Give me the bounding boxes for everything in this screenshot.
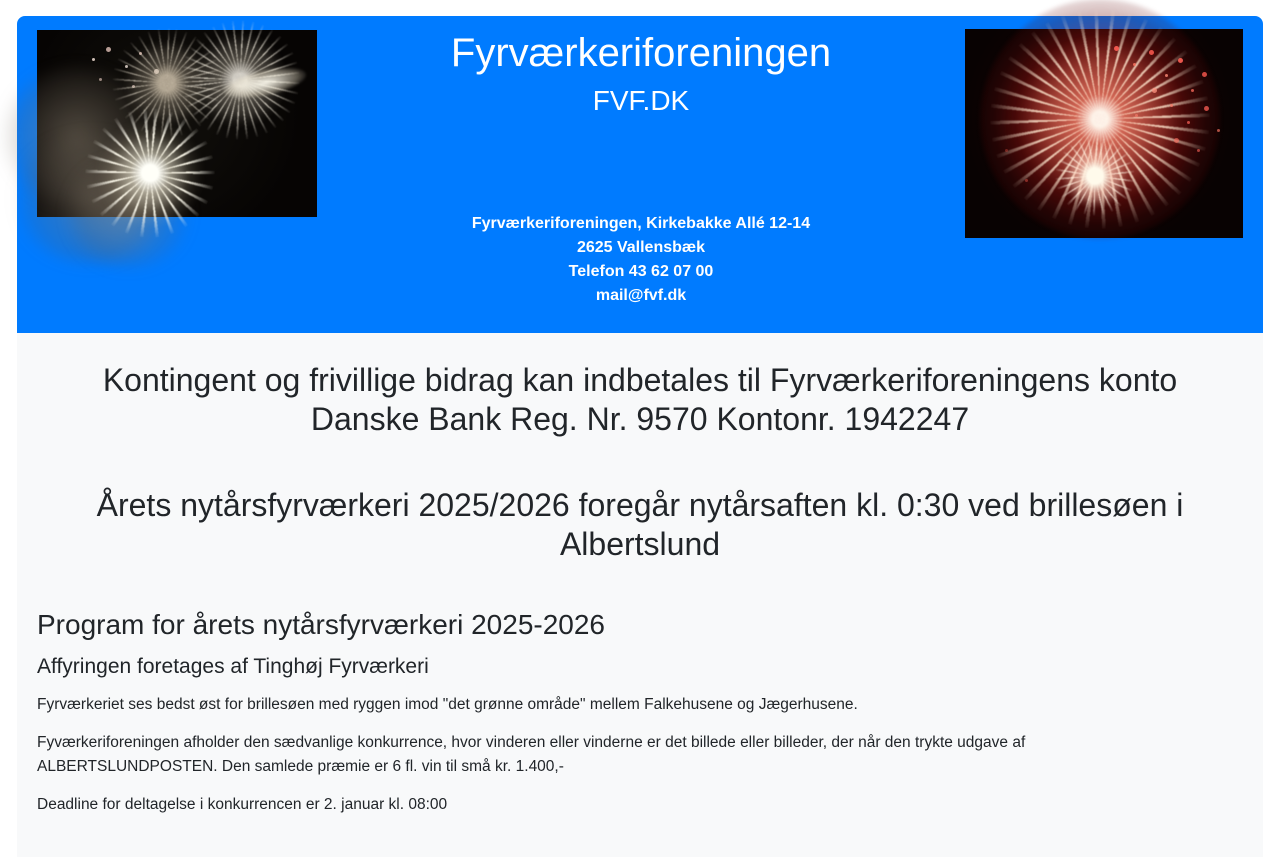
operator-heading: Affyringen foretages af Tinghøj Fyrværkeri (37, 655, 429, 678)
event-info-heading (37, 486, 1243, 564)
page-title: Fyrværkeriforeningen (450, 31, 832, 75)
city-line: 2625 Vallensbæk (576, 239, 706, 256)
program-heading: Program for årets nytårsfyrværkeri 2025-2026 (37, 609, 605, 640)
event-info-line2: Albertslund (559, 526, 721, 562)
firework-sparks (965, 29, 968, 32)
competition-paragraph: Fyværkeriforeningen afholder den sædvanlige konkurrence, hvor vinderen eller vinderne er det billede eller billeder, der når den trykte udgave af ALBERTSLUNDPOSTEN. Den samlede præmie er 6 fl. vin til små kr. 1.400,- (37, 734, 1026, 775)
address-line: Fyrværkeriforeningen, Kirkebakke Allé 12-14 (471, 215, 811, 232)
header-center (317, 16, 965, 333)
email-link[interactable]: mail@fvf.dk (595, 287, 687, 304)
viewing-location-paragraph: Fyrværkeriet ses bedst øst for brillesøen med ryggen imod "det grønne område" mellem Falkehusene og Jægerhusene. (37, 696, 858, 713)
deadline-paragraph: Deadline for deltagelse i konkurrencen er 2. januar kl. 08:00 (37, 796, 448, 813)
payment-info-line2: Danske Bank Reg. Nr. 9570 Kontonr. 1942247 (310, 401, 970, 437)
site-header (17, 16, 1263, 333)
contact-block (472, 212, 810, 308)
fireworks-photo-left (37, 30, 317, 217)
page-container (17, 16, 1263, 857)
payment-info-line1: Kontingent og frivillige bidrag kan indbetales til Fyrværkeriforeningens konto (102, 362, 1178, 398)
firework-burst (85, 108, 215, 238)
fireworks-photo-right (965, 29, 1243, 238)
firework-burst (1055, 136, 1135, 216)
firework-sparks (37, 30, 40, 33)
payment-info-heading (37, 361, 1243, 439)
main-content (17, 333, 1263, 857)
event-info-line1: Årets nytårsfyrværkeri 2025/2026 foregår nytårsaften kl. 0:30 ved brillesøen i (96, 487, 1184, 523)
phone-line: Telefon 43 62 07 00 (568, 263, 714, 280)
site-domain: FVF.DK (592, 85, 690, 116)
